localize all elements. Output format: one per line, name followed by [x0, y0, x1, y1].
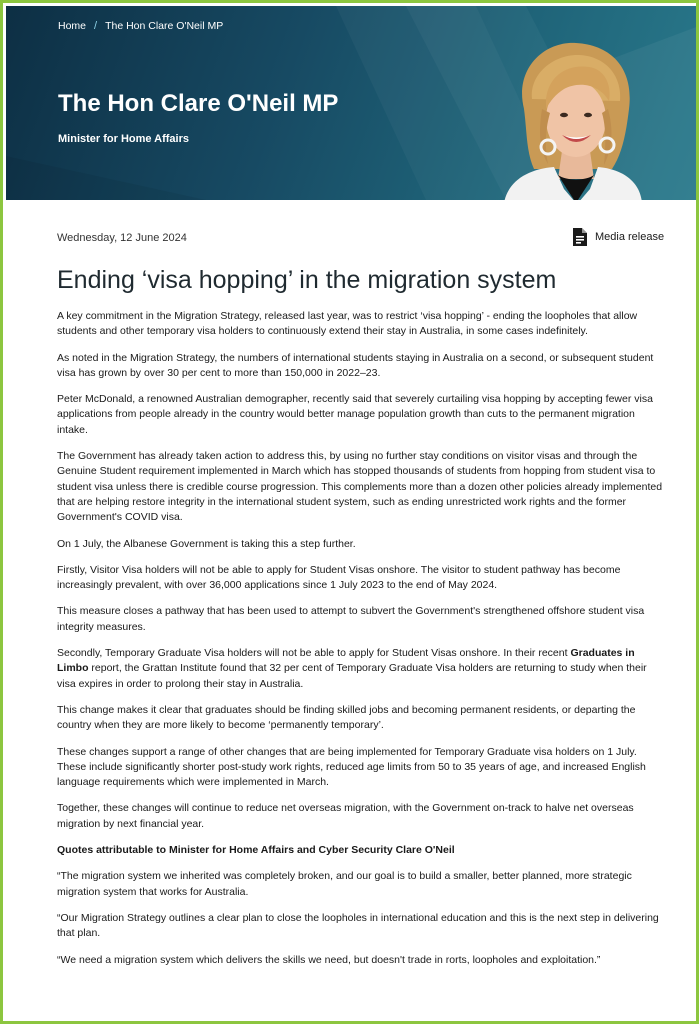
- page-title: The Hon Clare O'Neil MP: [58, 90, 339, 117]
- quotes-heading: [57, 843, 667, 858]
- hero-banner: [6, 6, 699, 200]
- article-paragraph: The Government has already taken action to address this, by using no further stay conditions on visitor visas and through the Genuine Student requirement implemented in March which has stopped thousands of students from hopping from student visa to student visa unless there is credible course progression. This complements more than a dozen other policies already implemented that are helping restore integrity in the international student system, such as ending unrestricted work rights and the former Government's COVID visa.: [57, 450, 663, 524]
- article-paragraph: Peter McDonald, a renowned Australian demographer, recently said that severely curtailing visa hopping by accepting fewer visa applications from people already in the country would better manage population growth than cuts to the permanent migration intake.: [57, 393, 653, 436]
- breadcrumb-separator: /: [94, 20, 98, 32]
- article-paragraph: This measure closes a pathway that has been used to attempt to subvert the Government's strengthened offshore student visa integrity measures.: [57, 605, 645, 633]
- minister-role: Minister for Home Affairs: [58, 133, 190, 145]
- article-headline: Ending ‘visa hopping’ in the migration system: [57, 266, 557, 294]
- release-date: Wednesday, 12 June 2024: [57, 232, 187, 244]
- quote-paragraph: “The migration system we inherited was completely broken, and our goal is to build a smaller, better planned, more strategic migration system that works for Australia.: [57, 870, 632, 898]
- article-paragraph: Together, these changes will continue to reduce net overseas migration, with the Government on-track to halve net overseas migration by next financial year.: [57, 802, 634, 830]
- article-paragraph: Firstly, Visitor Visa holders will not be able to apply for Student Visas onshore. The visitor to student pathway has become increasingly prevalent, with over 36,000 applications since 1 July 2023 to the end of May 2024.: [57, 563, 621, 592]
- media-release-text: Media release: [595, 231, 665, 243]
- breadcrumb-home-link[interactable]: Home: [58, 20, 87, 32]
- article-body: [57, 309, 667, 979]
- breadcrumb: [58, 20, 223, 32]
- article-paragraph: [57, 646, 667, 692]
- article-paragraph: These changes support a range of other changes that are being implemented for Temporary Graduate visa holders on 1 July. These include significantly shorter post-study work rights, reduced age limits from 50 to 35 years of age, and increased English language requirements which were implemented in March.: [57, 745, 646, 789]
- breadcrumb-current-link[interactable]: The Hon Clare O'Neil MP: [105, 20, 224, 32]
- media-release-label: [573, 228, 664, 246]
- minister-portrait: [494, 39, 652, 200]
- quote-paragraph: “We need a migration system which delivers the skills we need, but doesn't trade in rorts, loopholes and exploitation.”: [57, 953, 601, 966]
- paragraph-text: report, the Grattan Institute found that 32 per cent of Temporary Graduate Visa holders are returning to study when their visa expires in order to prolong their stay in Australia.: [57, 662, 647, 690]
- document-icon: [573, 228, 587, 246]
- article-paragraph: As noted in the Migration Strategy, the numbers of international students staying in Australia on a second, or subsequent student visa has grown by over 30 per cent to more than 150,000 in 2022–23.: [57, 351, 654, 379]
- quotes-heading-text: Quotes attributable to Minister for Home Affairs and Cyber Security Clare O'Neil: [57, 844, 455, 857]
- article-paragraph: This change makes it clear that graduates should be finding skilled jobs and becoming permanent residents, or departing the country when they are more likely to become ‘permanently temporary’.: [57, 703, 636, 732]
- article-paragraph: On 1 July, the Albanese Government is taking this a step further.: [57, 537, 356, 550]
- quote-paragraph: “Our Migration Strategy outlines a clear plan to close the loopholes in international education and this is the next step in delivering that plan.: [57, 911, 659, 940]
- paragraph-text: Secondly, Temporary Graduate Visa holders will not be able to apply for Student Visas onshore. In their recent: [57, 647, 571, 660]
- report-title: Graduates in Limbo: [57, 647, 635, 675]
- article-paragraph: A key commitment in the Migration Strategy, released last year, was to restrict ‘visa hopping’ - ending the loopholes that allow students and other temporary visa holders to continuously extend their stay in Australia, in some cases indefinitely.: [57, 310, 638, 338]
